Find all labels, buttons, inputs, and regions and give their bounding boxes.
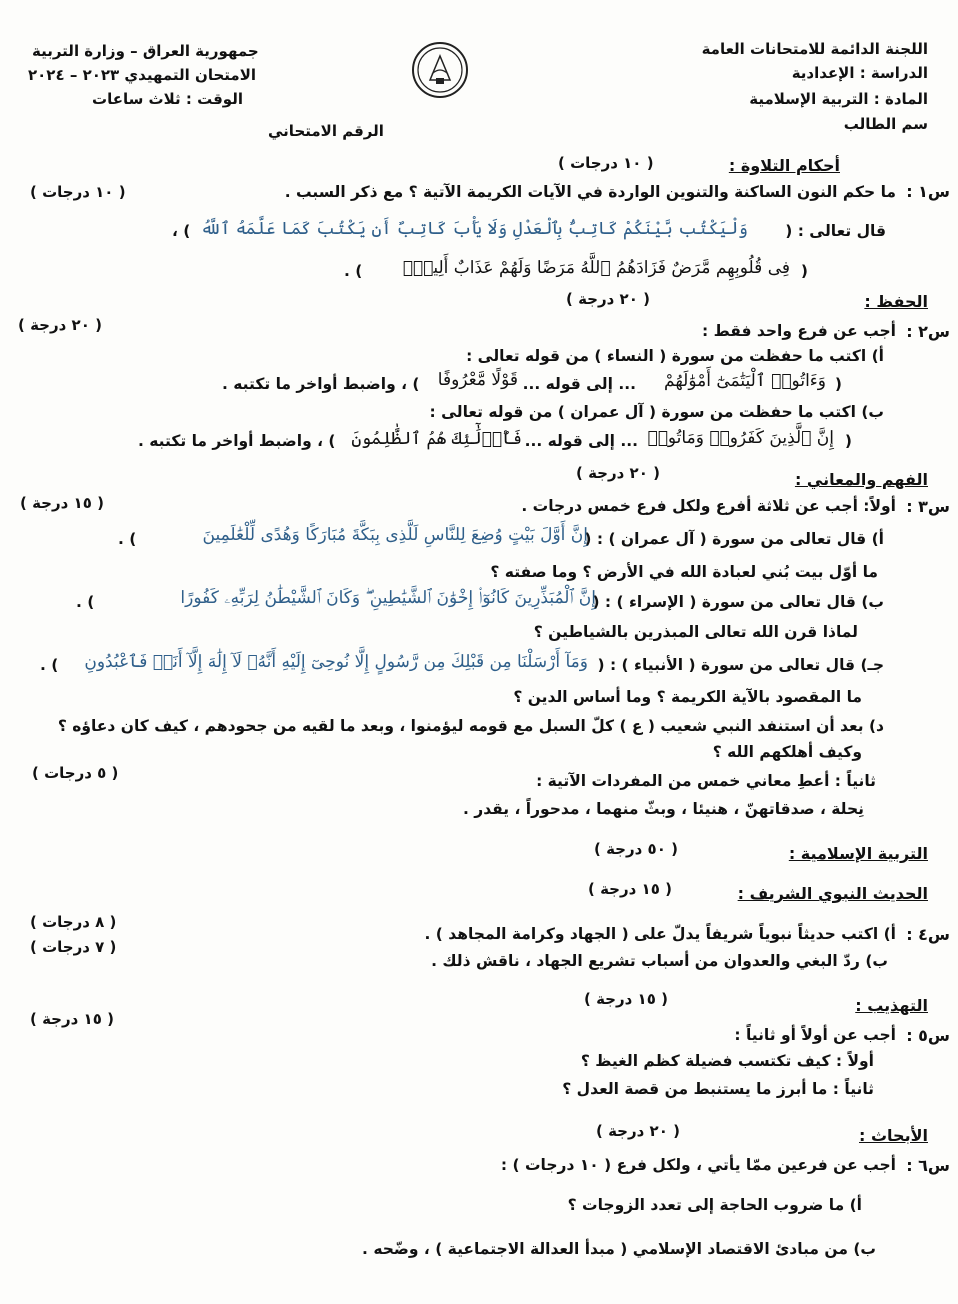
q3-second-grade: ( ٥ درجات ) [32, 764, 119, 782]
q2-b-mid: ... إلى قوله ... [524, 432, 638, 450]
q2-text: أجب عن فرع واحد فقط : [702, 322, 896, 340]
q3-d-line2: وكيف أهلكهم الله ؟ [712, 743, 862, 761]
subject: المادة : التربية الإسلامية [749, 90, 928, 108]
section-islamic-education-title: التربية الإسلامية : [788, 844, 928, 863]
q1-verse2: فِى قُلُوبِهِم مَّرَضٌ فَزَادَهُمُ ٱللَّهُ مَرَضًا وَلَهُمْ عَذَابٌ أَلِيمٌۢ [402, 258, 790, 278]
q4-b: ب) ردّ البغي والعدوان من أسباب تشريع الجهاد ، ناقش ذلك . [431, 952, 888, 970]
q2-b-line: ب) اكتب ما حفظت من سورة ( آل عمران ) من قوله تعالى : [429, 403, 884, 421]
q3-words: نِحلة ، صدقاتهنّ ، هنيئا ، وبثّ منهما ، مدحوراً ، يقدر . [462, 800, 864, 818]
q3-a-verse: إِنَّ أَوَّلَ بَيْتٍ وُضِعَ لِلنَّاسِ لَلَّذِى بِبَكَّةَ مُبَارَكًا وَهُدًى لِّلْعَٰلَمِينَ [202, 525, 588, 545]
q3-d-line: د) بعد أن استنفد النبي شعيب ( ع ) كلّ السبل مع قومه ليؤمنوا ، وبعد ما لقيه من جحودهم ، كيف كان دعاؤه ؟ [57, 717, 884, 735]
section-hadith-grade: ( ١٥ درجة ) [588, 880, 672, 898]
q3-second-label: ثانياً : أعطِ معاني خمس من المفردات الآتية : [536, 772, 876, 790]
q2-b-end: ) ، واضبط أواخر ما تكتبه . [138, 432, 336, 450]
q6-b: ب) من مبادئ الاقتصاد الإسلامي ( مبدأ العدالة الاجتماعية ) ، وضّحه . [362, 1240, 876, 1258]
exam-duration: الوقت : ثلاث ساعات [92, 90, 243, 108]
exam-title: الامتحان التمهيدي ٢٠٢٣ – ٢٠٢٤ [28, 66, 257, 84]
q1-verse1: وَلْيَكْتُب بَّيْنَكُمْ كَاتِبٌۢ بِٱلْعَدْلِ وَلَا يَأْبَ كَاتِبٌ أَن يَكْتُبَ كَمَا عَلَّمَهُ ٱللَّهُ [200, 219, 748, 239]
q1-text: ما حكم النون الساكنة والتنوين الواردة في الآيات الكريمة الآتية ؟ مع ذكر السبب . [284, 183, 896, 201]
q2-b-verse1: إِنَّ ٱلَّذِينَ كَفَرُوا۟ وَمَاتُوا۟ [647, 428, 834, 448]
q1-intro: قال تعالى : ( [785, 222, 886, 240]
q4-b-grade: ( ٧ درجات ) [30, 938, 117, 956]
section-research-grade: ( ٢٠ درجة ) [596, 1122, 680, 1140]
q3-c-verse: وَمَآ أَرْسَلْنَا مِن قَبْلِكَ مِن رَّسُولٍ إِلَّا نُوحِىٓ إِلَيْهِ أَنَّهُۥ لَآ إِلَٰهَ إِلَّآ أَنَا۠ فَٱعْبُدُونِ [84, 652, 588, 672]
q6-label: س٦ : [906, 1156, 950, 1175]
student-name-label: سم الطالب [843, 115, 928, 133]
ministry-name: جمهورية العراق – وزارة التربية [32, 42, 259, 60]
q1-verse2-open: ( [800, 262, 808, 280]
section-research-title: الأبحاث : [859, 1126, 928, 1145]
q1-verse2-end: ) . [344, 262, 363, 280]
q4-a-grade: ( ٨ درجات ) [30, 913, 117, 931]
q3-label: س٣ : [906, 497, 950, 516]
q1-verse1-end: ) ، [172, 222, 191, 240]
q2-a-end: ) ، واضبط أواخر ما تكتبه . [222, 375, 420, 393]
q6-a: أ) ما ضروب الحاجة إلى تعدد الزوجات ؟ [567, 1196, 862, 1214]
ministry-seal-icon [410, 40, 470, 100]
q3-a-question: ما أوّل بيت بُني لعبادة الله في الأرض ؟ وما صفته ؟ [490, 563, 878, 581]
q3-c-question: ما المقصود بالآية الكريمة ؟ وما أساس الدين ؟ [513, 688, 862, 706]
section-memorization-title: الحفظ : [864, 292, 928, 311]
q3-text: أولاً: أجب عن ثلاثة أفرع ولكل فرع خمس درجات . [521, 497, 896, 515]
q3-c-line: جـ) قال تعالى من سورة ( الأنبياء ) : ( [597, 656, 884, 674]
q3-c-end: ) . [40, 656, 59, 674]
section-recitation-grade: ( ١٠ درجات ) [558, 154, 654, 172]
q2-a-verse1: وَءَاتُوا۟ ٱلْيَتَٰمَىٰٓ أَمْوَٰلَهُمْ [664, 371, 826, 391]
q3-a-line: أ) قال تعالى من سورة ( آل عمران ) : ( [584, 530, 884, 548]
q5-text: أجب عن أولاً أو ثانياً : [734, 1026, 896, 1044]
q3-b-question: لماذا قرن الله تعالى المبذرين بالشياطين ؟ [533, 623, 858, 641]
q2-a-mid: ... إلى قوله ... [522, 375, 636, 393]
committee-name: اللجنة الدائمة للامتحانات العامة [701, 40, 928, 58]
q3-b-end: ) . [76, 593, 95, 611]
study-level: الدراسة : الإعدادية [791, 64, 928, 82]
q2-a-verse2: قَوْلًا مَّعْرُوفًا [437, 370, 518, 390]
section-understanding-title: الفهم والمعاني : [794, 470, 928, 489]
q2-b-open: ( [844, 432, 852, 450]
q2-grade: ( ٢٠ درجة ) [18, 316, 102, 334]
section-understanding-grade: ( ٢٠ درجة ) [576, 464, 660, 482]
q3-b-verse: إِنَّ ٱلْمُبَذِّرِينَ كَانُوٓا۟ إِخْوَٰنَ ٱلشَّيَٰطِينِ ۖ وَكَانَ ٱلشَّيْطَٰنُ لِرَبِّهِۦ كَفُورًا [180, 588, 596, 608]
q1-label: س١ : [906, 182, 950, 201]
q5-first: أولاً : كيف تكتسب فضيلة كظم الغيظ ؟ [580, 1052, 874, 1070]
q5-second: ثانياً : ما أبرز ما يستنبط من قصة العدل ؟ [562, 1080, 874, 1098]
section-hadith-title: الحديث النبوي الشريف : [737, 884, 928, 903]
exam-number-label: الرقم الامتحاني [268, 122, 384, 140]
section-islamic-education-grade: ( ٥٠ درجة ) [594, 840, 678, 858]
q3-b-line: ب) قال تعالى من سورة ( الإسراء ) : ( [592, 593, 884, 611]
q2-label: س٢ : [906, 322, 950, 341]
q2-a-line: أ) اكتب ما حفظت من سورة ( النساء ) من قوله تعالى : [466, 347, 884, 365]
q4-a: أ) اكتب حديثاً نبوياً شريفاً يدلّ على ( الجهاد وكرامة المجاهد ) . [424, 925, 896, 943]
section-recitation-title: أحكام التلاوة : [728, 156, 840, 175]
section-memorization-grade: ( ٢٠ درجة ) [566, 290, 650, 308]
q3-a-end: ) . [118, 530, 137, 548]
section-refinement-title: التهذيب : [855, 996, 928, 1015]
q2-a-open: ( [834, 375, 842, 393]
q1-grade: ( ١٠ درجات ) [30, 183, 126, 201]
section-refinement-grade: ( ١٥ درجة ) [584, 990, 668, 1008]
q6-text: أجب عن فرعين ممّا يأتي ، ولكل فرع ( ١٠ درجات ) : [500, 1156, 896, 1174]
q2-b-verse2: فَأُو۟لَٰٓئِكَ هُمُ ٱلظَّٰلِمُونَ [351, 429, 522, 449]
q4-label: س٤ : [906, 925, 950, 944]
q5-grade: ( ١٥ درجة ) [30, 1010, 114, 1028]
q3-grade: ( ١٥ درجة ) [20, 494, 104, 512]
q5-label: س٥ : [906, 1026, 950, 1045]
